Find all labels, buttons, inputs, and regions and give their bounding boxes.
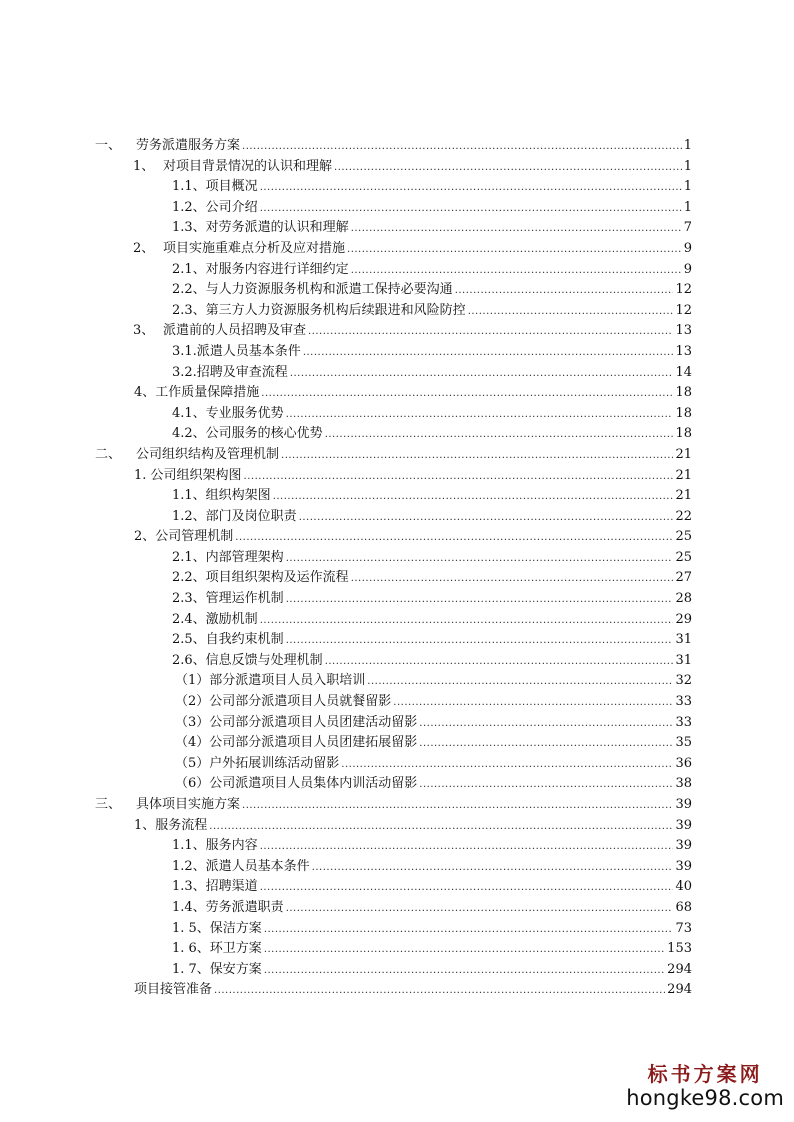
toc-entry-title: 2.2、项目组织架构及运作流程 [172,568,351,589]
toc-entry[interactable] [0,877,794,898]
toc-entry-title: 项目实施重难点分析及应对措施 [163,239,347,260]
toc-leader-dots [209,817,673,838]
toc-entry[interactable] [0,239,794,260]
toc-leader-dots [351,219,682,240]
toc-entry-title: 1. 公司组织架构图 [134,466,244,487]
toc-entry-page: 39 [673,836,692,857]
toc-entry-title: 1.3、对劳务派遣的认识和理解 [172,218,351,239]
toc-leader-dots [244,467,674,488]
toc-entry-page: 33 [673,713,692,734]
toc-entry[interactable] [0,548,794,569]
toc-entry-number: 3、 [133,323,155,339]
toc-leader-dots [264,940,665,961]
toc-entry[interactable] [0,301,794,322]
toc-entry-title: 3.1.派遣人员基本条件 [172,342,303,363]
toc-entry[interactable] [0,939,794,960]
toc-leader-dots [347,240,682,261]
toc-entry[interactable] [0,486,794,507]
toc-entry-page: 18 [673,383,692,404]
toc-entry-page: 33 [673,692,692,713]
toc-entry-page: 1 [682,177,692,198]
toc-entry-title: 1.2、公司介绍 [172,198,260,219]
toc-leader-dots [325,652,674,673]
toc-leader-dots [341,755,673,776]
toc-leader-dots [419,775,673,796]
toc-entry-title: 3.2.招聘及审查流程 [172,363,290,384]
toc-entry-title: 1. 7、保安方案 [172,960,264,981]
toc-entry-title: 4.1、专业服务优势 [172,404,286,425]
toc-entry-title: 2.1、内部管理架构 [172,548,286,569]
toc-entry[interactable] [0,713,794,734]
toc-entry-title: 派遣前的人员招聘及审查 [163,321,308,342]
toc-leader-dots [351,569,674,590]
toc-entry-page: 27 [673,568,692,589]
toc-entry-page: 28 [673,589,692,610]
toc-leader-dots [235,528,673,549]
toc-entry-title: 1.4、劳务派遣职责 [172,898,286,919]
toc-entry-page: 18 [673,424,692,445]
toc-entry-page: 68 [673,898,692,919]
toc-entry[interactable] [0,816,794,837]
toc-entry-page: 73 [673,919,692,940]
toc-entry-title: 1.2、部门及岗位职责 [172,507,299,528]
watermark-url: hongke98.com [626,1086,784,1110]
toc-leader-dots [468,302,674,323]
toc-leader-dots [308,322,673,343]
toc-entry-title: 1.3、招聘渠道 [172,877,260,898]
toc-entry-page: 13 [673,321,692,342]
toc-entry-page: 39 [673,857,692,878]
toc-entry-page: 13 [673,342,692,363]
toc-entry-page: 31 [673,651,692,672]
toc-entry-page: 21 [673,486,692,507]
toc-entry-page: 35 [673,733,692,754]
toc-entry[interactable] [0,218,794,239]
toc-leader-dots [260,199,682,220]
toc-entry[interactable] [0,157,794,178]
toc-entry-title: 1. 5、保洁方案 [172,919,264,940]
toc-entry[interactable] [0,960,794,981]
toc-entry-page: 294 [665,980,692,1001]
toc-leader-dots [260,611,674,632]
toc-leader-dots [455,281,674,302]
toc-leader-dots [273,487,674,508]
toc-entry-title: 2.5、自我约束机制 [172,630,286,651]
toc-entry-title: 2、公司管理机制 [134,527,235,548]
toc-entry[interactable] [0,919,794,940]
toc-leader-dots [214,981,665,1002]
toc-leader-dots [351,261,682,282]
toc-entry[interactable] [0,651,794,672]
toc-leader-dots [367,672,673,693]
toc-entry-title: 对项目背景情况的认识和理解 [163,157,334,178]
toc-entry-page: 36 [673,754,692,775]
toc-entry-title: 2.3、管理运作机制 [172,589,286,610]
toc-entry-page: 1 [682,136,692,157]
toc-entry[interactable] [0,136,794,157]
toc-entry[interactable] [0,260,794,281]
toc-entry-number: 1、 [133,158,155,174]
toc-entry[interactable] [0,527,794,548]
toc-leader-dots [260,178,682,199]
toc-leader-dots [286,631,674,652]
toc-entry-page: 25 [673,527,692,548]
toc-entry[interactable] [0,466,794,487]
toc-entry[interactable] [0,445,794,466]
toc-entry-title: （6）公司派遣项目人员集体内训活动留影 [175,774,419,795]
toc-leader-dots [286,549,674,570]
toc-entry-page: 40 [673,877,692,898]
toc-entry-number: 一、 [95,138,122,153]
toc-entry-title: 2.1、对服务内容进行详细约定 [172,260,351,281]
toc-entry-title: 1.1、组织构架图 [172,486,273,507]
toc-entry-page: 1 [682,157,692,178]
toc-entry-page: 21 [673,445,692,466]
toc-entry-number: 2、 [133,240,155,256]
toc-entry-number: 三、 [95,797,122,812]
toc-entry-page: 32 [673,671,692,692]
toc-entry[interactable] [0,342,794,363]
toc-entry-title: 1.1、服务内容 [172,836,260,857]
toc-entry[interactable] [0,733,794,754]
watermark-logo [626,1062,784,1110]
toc-leader-dots [286,590,674,611]
toc-entry[interactable] [0,692,794,713]
toc-leader-dots [312,858,674,879]
toc-entry-page: 294 [665,960,692,981]
toc-entry-page: 7 [682,218,692,239]
toc-entry-page: 31 [673,630,692,651]
toc-leader-dots [260,878,674,899]
toc-entry[interactable] [0,836,794,857]
toc-leader-dots [334,158,682,179]
toc-entry[interactable] [0,404,794,425]
toc-leader-dots [264,961,665,982]
toc-entry[interactable] [0,363,794,384]
toc-entry-page: 21 [673,466,692,487]
toc-entry-title: 具体项目实施方案 [136,795,242,816]
toc-entry[interactable] [0,198,794,219]
toc-leader-dots [325,425,674,446]
toc-entry-title: （4）公司部分派遣项目人员团建拓展留影 [175,733,419,754]
toc-leader-dots [286,405,674,426]
toc-entry[interactable] [0,383,794,404]
toc-entry[interactable] [0,568,794,589]
toc-entry[interactable] [0,857,794,878]
toc-entry-title: 1.2、派遣人员基本条件 [172,857,312,878]
toc-entry-page: 39 [673,816,692,837]
toc-entry-title: 2.4、激励机制 [172,610,260,631]
toc-entry[interactable] [0,280,794,301]
toc-leader-dots [286,899,674,920]
toc-entry[interactable] [0,177,794,198]
toc-entry-page: 29 [673,610,692,631]
toc-entry[interactable] [0,754,794,775]
toc-leader-dots [242,796,673,817]
toc-entry-title: 1.1、项目概况 [172,177,260,198]
toc-entry-page: 39 [673,795,692,816]
toc-leader-dots [260,837,674,858]
toc-entry[interactable] [0,774,794,795]
toc-entry[interactable] [0,630,794,651]
toc-entry-title: 劳务派遣服务方案 [136,136,242,157]
toc-entry-title: （5）户外拓展训练活动留影 [175,754,341,775]
toc-entry-page: 38 [673,774,692,795]
toc-entry-page: 9 [682,260,692,281]
watermark-chinese: 标书方案网 [647,1062,763,1086]
toc-entry-title: 公司组织结构及管理机制 [136,445,281,466]
toc-entry-page: 22 [673,507,692,528]
toc-entry[interactable] [0,795,794,816]
toc-entry-title: （2）公司部分派遣项目人员就餐留影 [175,692,393,713]
toc-entry-title: 4、工作质量保障措施 [134,383,261,404]
toc-leader-dots [303,343,674,364]
toc-leader-dots [261,384,673,405]
toc-entry-title: 4.2、公司服务的核心优势 [172,424,325,445]
toc-entry[interactable] [0,507,794,528]
toc-entry-title: 1、服务流程 [134,816,209,837]
toc-entry-title: 1. 6、环卫方案 [172,939,264,960]
toc-leader-dots [419,734,673,755]
toc-leader-dots [393,693,673,714]
toc-leader-dots [419,714,673,735]
toc-leader-dots [299,508,674,529]
toc-entry[interactable] [0,980,794,1001]
toc-entry-page: 12 [673,301,692,322]
toc-entry[interactable] [0,589,794,610]
toc-entry[interactable] [0,424,794,445]
toc-entry-page: 9 [682,239,692,260]
toc-entry-title: 2.3、第三方人力资源服务机构后续跟进和风险防控 [172,301,468,322]
toc-entry-title: 2.6、信息反馈与处理机制 [172,651,325,672]
toc-leader-dots [290,364,674,385]
toc-entry-title: 项目接管准备 [134,980,214,1001]
toc-entry-page: 12 [673,280,692,301]
toc-leader-dots [264,920,674,941]
toc-leader-dots [281,446,673,467]
toc-leader-dots [242,137,682,158]
toc-entry-title: 2.2、与人力资源服务机构和派遣工保持必要沟通 [172,280,455,301]
toc-entry[interactable] [0,898,794,919]
toc-entry-title: （3）公司部分派遣项目人员团建活动留影 [175,713,419,734]
table-of-contents [0,136,794,1001]
toc-entry[interactable] [0,321,794,342]
toc-entry-title: （1）部分派遣项目人员入职培训 [175,671,367,692]
toc-entry[interactable] [0,610,794,631]
toc-entry-page: 153 [665,939,692,960]
toc-entry-page: 25 [673,548,692,569]
toc-entry-number: 二、 [95,446,122,462]
toc-entry-page: 1 [682,198,692,219]
toc-entry-page: 14 [673,363,692,384]
toc-entry[interactable] [0,671,794,692]
toc-entry-page: 18 [673,404,692,425]
